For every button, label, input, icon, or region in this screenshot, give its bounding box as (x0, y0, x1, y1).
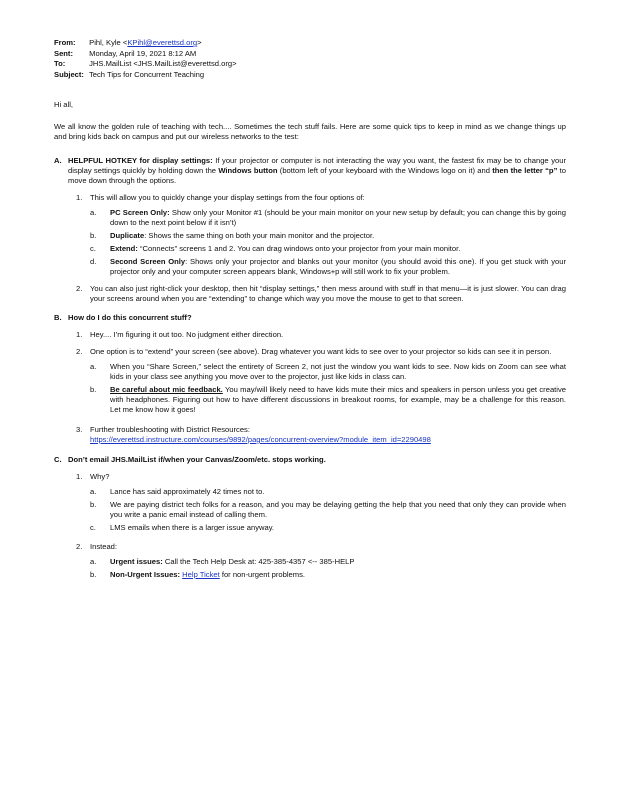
non-urgent-title: Non-Urgent Issues: (110, 570, 181, 579)
list-letter: c. (90, 523, 96, 532)
email-document (54, 38, 566, 580)
section-a-item-2 (54, 284, 566, 304)
mic-feedback-title: Be careful about mic feedback. (110, 385, 223, 394)
list-item-text (110, 385, 566, 415)
section-b-item-1 (54, 330, 566, 340)
subject-value: Tech Tips for Concurrent Teaching (88, 69, 205, 79)
list-letter: b. (90, 385, 97, 394)
email-header (54, 38, 566, 80)
list-number: 2. (76, 284, 83, 293)
list-number: 1. (76, 472, 83, 481)
list-number: 3. (76, 425, 83, 434)
list-item-text: This will allow you to quickly change your display settings from the four options of: (90, 193, 365, 202)
list-item-text: One option is to “extend” your screen (see above). Drag whatever you want kids to see over to your projector so kids can see it in person. (90, 347, 552, 356)
from-row (54, 38, 566, 49)
list-item-text: Further troubleshooting with District Resources: (90, 425, 250, 434)
section-c-title: Don’t email JHS.MailList if/when your Canvas/Zoom/etc. stops working. (68, 455, 326, 464)
list-letter: b. (90, 500, 97, 509)
district-resources-link[interactable]: https://everettsd.instructure.com/courses/9892/pages/concurrent-overview?module_item_id=2290498 (90, 435, 431, 444)
list-item-text: Hey.... I’m figuring it out too. No judgment either direction. (90, 330, 284, 339)
option-text: “Connects” screens 1 and 2. You can drag windows onto your projector from your main monitor. (137, 244, 461, 253)
list-letter: d. (90, 257, 97, 266)
section-b-item-3 (54, 425, 566, 445)
section-a-text1: If your projector or computer is not interacting the way you want, the fastest fix may be to change your display settings quickly by holding down the (68, 156, 567, 175)
sent-label: Sent: (54, 48, 73, 58)
list-item-text (110, 231, 566, 241)
section-c-item-1 (54, 472, 566, 482)
subject-label: Subject: (54, 69, 84, 79)
to-row (54, 59, 566, 70)
subject-row (54, 70, 566, 81)
option-title: PC Screen Only: (110, 208, 170, 217)
list-item-text: Lance has said approximately 42 times not to. (110, 487, 265, 496)
intro-paragraph: We all know the golden rule of teaching with tech.... Sometimes the tech stuff fails. Here are some quick tips to keep in mind as we change things up and bring kids back on campus and put our wireless networks to the test: (54, 122, 566, 141)
help-ticket-link[interactable]: Help Ticket (182, 570, 220, 579)
to-value: JHS.MailList <JHS.MailList@everettsd.org> (89, 59, 237, 68)
list-letter: c. (90, 244, 96, 253)
list-item-text (110, 257, 566, 277)
list-item-text: Why? (90, 472, 110, 481)
sender-email-link[interactable]: KPihl@everettsd.org (127, 38, 198, 47)
list-item-text: We are paying district tech folks for a reason, and you may be delaying getting the help that you need that only they can provide when you write a panic email instead of calling them. (110, 500, 566, 519)
urgent-title: Urgent issues: (110, 557, 163, 566)
section-a-sub-c (54, 244, 566, 254)
then-letter-text: then the letter “p” (492, 166, 558, 175)
section-b-label: B. (54, 313, 62, 322)
option-text: : Shows the same thing on both your main monitor and the projector. (144, 231, 375, 240)
section-a-sub-b (54, 231, 566, 241)
section-b-sub-b (54, 385, 566, 415)
option-text: Show only your Monitor #1 (should be your main monitor on your new setup by default; you can change this by going down to the next point below if it isn’t) (110, 208, 566, 227)
section-b-item-2 (54, 347, 566, 357)
list-letter: b. (90, 231, 97, 240)
list-number: 1. (76, 193, 83, 202)
sent-row (54, 49, 566, 60)
section-b-title: How do I do this concurrent stuff? (68, 313, 192, 322)
from-value: Pihl, Kyle < (89, 38, 128, 47)
section-a-label: A. (54, 156, 62, 165)
section-a-body (68, 156, 566, 186)
list-number: 1. (76, 330, 83, 339)
section-a (54, 156, 566, 186)
list-number: 2. (76, 542, 83, 551)
list-letter: a. (90, 557, 97, 566)
to-label: To: (54, 59, 66, 68)
section-c-sub-a (54, 487, 566, 497)
list-item-text: Instead: (90, 542, 118, 551)
section-c-sub2-a (54, 557, 566, 567)
section-c-sub-c (54, 523, 566, 533)
section-c-label: C. (54, 455, 62, 464)
windows-button-text: Windows button (218, 166, 278, 175)
section-a-item-1 (54, 193, 566, 203)
section-a-text3: to move down through the options. (68, 166, 567, 185)
section-a-text2: (bottom left of your keyboard with the Windows logo on it) and (277, 166, 493, 175)
list-item-text (110, 244, 566, 254)
sent-value: Monday, April 19, 2021 8:12 AM (89, 48, 197, 58)
section-a-title: HELPFUL HOTKEY for display settings: (68, 156, 213, 165)
list-item-text: LMS emails when there is a larger issue anyway. (110, 523, 275, 532)
list-letter: b. (90, 570, 97, 579)
list-item-text (110, 208, 566, 228)
list-letter: a. (90, 487, 97, 496)
list-item-text: When you “Share Screen,” select the entirety of Screen 2, not just the window you want kids to see. Now kids on Zoom can see what kids in your class see anything you move over to the projector, just like kids in class can. (110, 362, 566, 381)
from-label: From: (54, 38, 76, 47)
section-c-sub2-b (54, 570, 566, 580)
list-item-text (110, 557, 566, 567)
from-close: > (197, 38, 202, 47)
option-title: Second Screen Only (110, 257, 186, 266)
option-text: : Shows only your projector and blanks out your monitor (you should avoid this one). If you get stuck with your projector only and your computer screen appears blank, Windows+p will still work to fix your problem. (110, 257, 566, 276)
section-a-sub-d (54, 257, 566, 277)
list-item-text (110, 570, 566, 580)
section-a-sub-a (54, 208, 566, 228)
mic-feedback-text: You may/will likely need to have kids mute their mics and speakers in person unless you get creative with headphones. Figuring out how to have different discussions in breakout rooms, for example, may be a challenge for this reason. Let me know how it goes! (110, 385, 566, 414)
section-c-sub-b (54, 500, 566, 520)
list-letter: a. (90, 208, 97, 217)
non-urgent-text: for non-urgent problems. (219, 570, 305, 579)
option-title: Extend: (110, 244, 138, 253)
list-letter: a. (90, 362, 97, 371)
section-b (54, 313, 566, 323)
section-c (54, 455, 566, 465)
section-c-item-2 (54, 542, 566, 552)
greeting: Hi all, (54, 100, 73, 109)
urgent-text: Call the Tech Help Desk at: 425-385-4357 <-- 385-HELP (162, 557, 355, 566)
list-number: 2. (76, 347, 83, 356)
list-item-text: You can also just right-click your desktop, then hit “display settings,” then mess around with stuff in that menu—it is just slower. You can drag your screens around when you are “extending” to change which way you move the mouse to get to that screen. (90, 284, 566, 303)
option-title: Duplicate (110, 231, 145, 240)
section-b-sub-a (54, 362, 566, 382)
